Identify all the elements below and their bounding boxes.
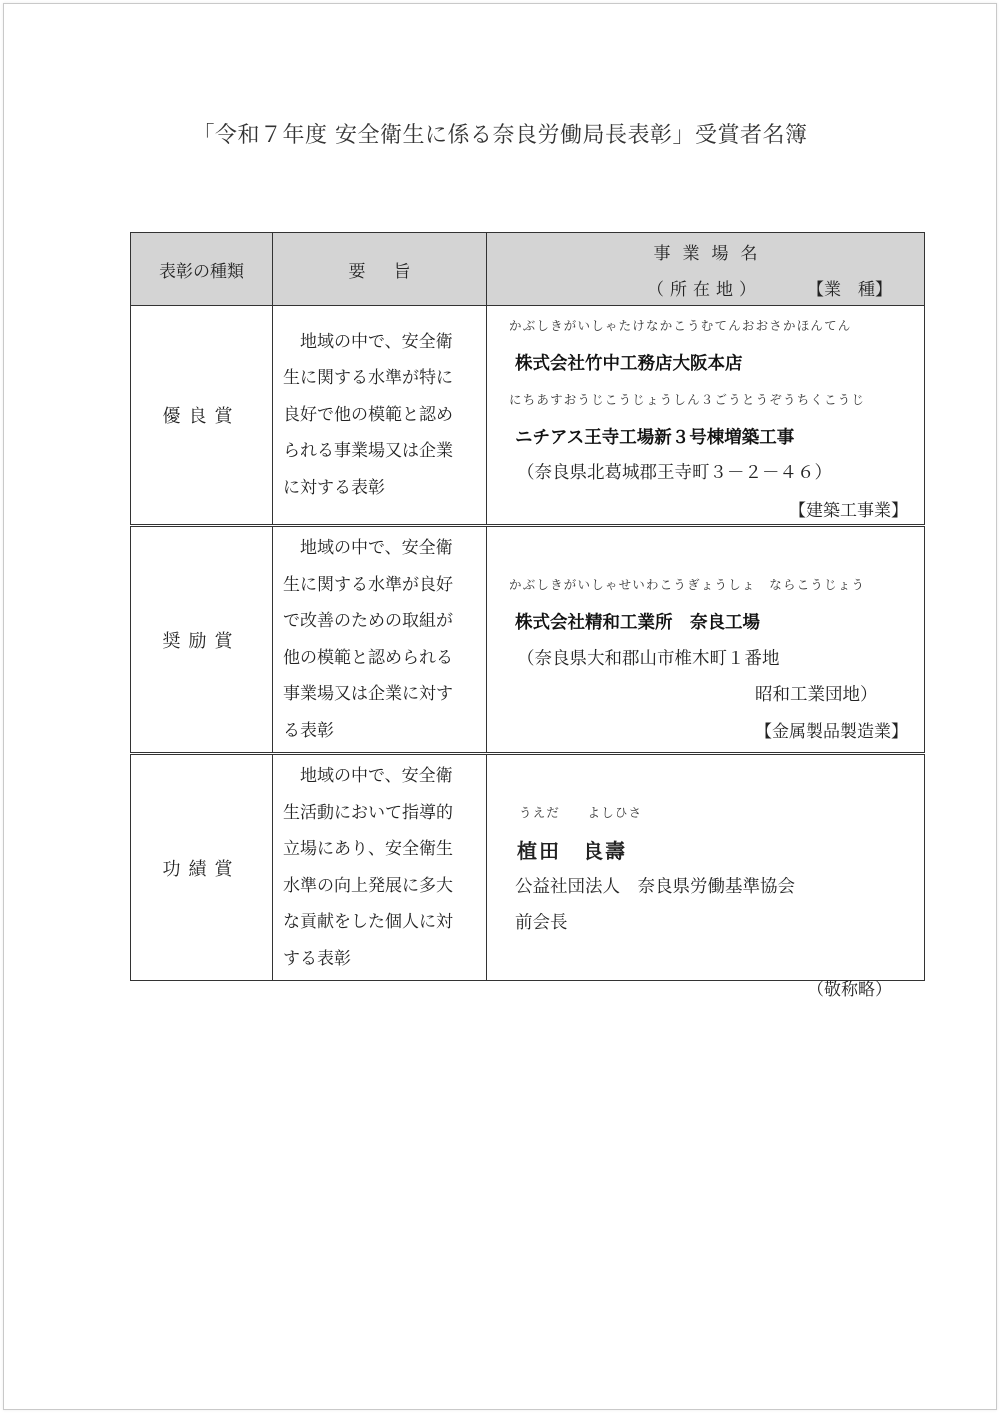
gist-line: 地域の中で、安全衛 [283, 331, 453, 352]
furigana: かぶしきがいしゃたけなかこうむてんおおさかほんてん [509, 318, 852, 333]
gist-line: 地域の中で、安全衛 [283, 766, 453, 786]
organization: 公益社団法人 奈良県労働基準協会 [515, 877, 795, 897]
industry: 【建築工事業】 [789, 501, 908, 521]
award-gist [273, 754, 487, 981]
gist-line: する表彰 [283, 948, 351, 969]
table-header-row [131, 233, 925, 306]
award-gist [273, 306, 487, 526]
gist-line: で改善のための取組が [283, 611, 453, 631]
table-row [131, 754, 925, 981]
gist-line: 立場にあり、安全衛生 [283, 839, 453, 859]
table-row [131, 306, 925, 526]
gist-line: 事業場又は企業に対す [283, 684, 453, 704]
header-business [487, 233, 925, 306]
header-location: （所在地） [647, 280, 762, 300]
address-line-2: 昭和工業団地） [755, 685, 878, 705]
awardees-table [130, 232, 925, 981]
header-gist: 要旨 [273, 233, 487, 306]
position: 前会長 [515, 913, 568, 933]
furigana: うえだ よしひさ [519, 805, 643, 820]
table-row [131, 526, 925, 754]
industry: 【金属製品製造業】 [755, 722, 908, 742]
worksite-name: ニチアス王寺工場新３号棟増築工事 [515, 428, 795, 448]
gist-line: られる事業場又は企業 [283, 441, 453, 462]
award-type: 功績賞 [131, 754, 273, 981]
company-name: 株式会社精和工業所 奈良工場 [515, 613, 760, 633]
gist-line: 地域の中で、安全衛 [283, 538, 453, 558]
gist-line: 他の模範と認められる [283, 647, 453, 668]
awardee-cell [487, 526, 925, 754]
award-type: 奨励賞 [131, 526, 273, 754]
person-name: 植田 良壽 [517, 839, 627, 863]
furigana: かぶしきがいしゃせいわこうぎょうしょ ならこうじょう [509, 577, 866, 592]
honorifics-omitted-note: （敬称略） [807, 980, 892, 1000]
gist-line: 生に関する水準が良好 [283, 574, 453, 595]
gist-line: 生に関する水準が特に [283, 368, 453, 389]
gist-line: に対する表彰 [283, 477, 385, 498]
award-gist [273, 526, 487, 754]
header-award-type: 表彰の種類 [131, 233, 273, 306]
company-name: 株式会社竹中工務店大阪本店 [515, 354, 743, 374]
header-industry: 【業 種】 [807, 280, 892, 300]
address: （奈良県北葛城郡王寺町３－２－４６） [517, 463, 832, 483]
awardee-cell [487, 306, 925, 526]
gist-line: 水準の向上発展に多大 [283, 875, 453, 896]
address-line-1: （奈良県大和郡山市椎木町１番地 [517, 649, 780, 669]
gist-line: る表彰 [283, 720, 334, 741]
gist-line: 良好で他の模範と認め [283, 404, 453, 425]
document-title: 「令和７年度 安全衛生に係る奈良労働局長表彰」受賞者名簿 [192, 123, 808, 148]
award-type: 優良賞 [131, 306, 273, 526]
header-business-name: 事業場名 [653, 244, 770, 264]
gist-line: な貢献をした個人に対 [283, 912, 453, 932]
furigana: にちあすおうじこうじょうしん３ごうとうぞうちくこうじ [509, 392, 866, 407]
awardee-cell [487, 754, 925, 981]
gist-line: 生活動において指導的 [283, 802, 453, 823]
